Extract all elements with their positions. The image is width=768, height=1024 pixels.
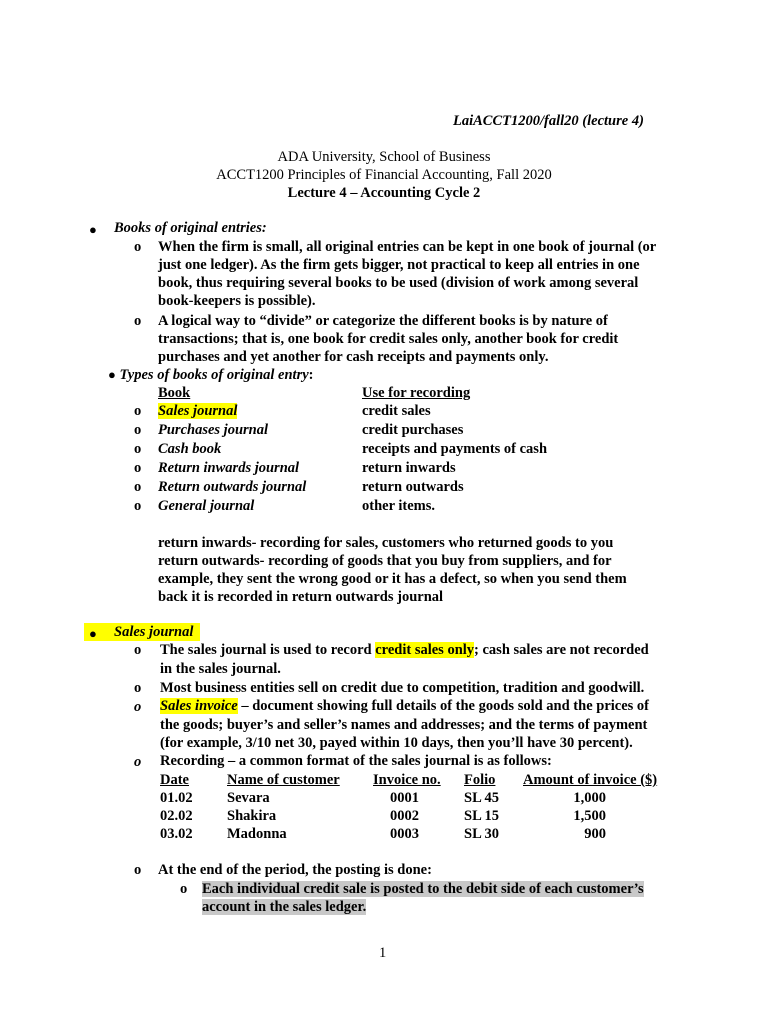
- book-row-name: Sales journal: [158, 403, 238, 419]
- title-line-2: ACCT1200 Principles of Financial Accounting, Fall 2020: [216, 167, 552, 183]
- circle-bullet-icon: o: [134, 422, 142, 438]
- circle-bullet-icon: o: [134, 479, 142, 495]
- table-cell-date: 03.02: [160, 826, 193, 842]
- table-cell-folio: SL 15: [464, 808, 500, 824]
- books-point-1: book-keepers is possible).: [158, 293, 316, 309]
- table-cell-amount: 1,000: [573, 790, 606, 806]
- books-point-2: purchases and yet another for cash receipts and payments only.: [158, 349, 549, 365]
- table-header-amount: Amount of invoice ($): [523, 772, 658, 788]
- table-header-invoice: Invoice no.: [373, 772, 441, 788]
- circle-bullet-icon: o: [134, 403, 142, 419]
- sales-point-4: Recording – a common format of the sales journal is as follows:: [160, 753, 552, 769]
- book-row-use: credit sales: [362, 403, 431, 419]
- returns-note-line: back it is recorded in return outwards journal: [158, 589, 444, 605]
- table-cell-amount: 1,500: [573, 808, 606, 824]
- table-cell-invoice: 0003: [390, 826, 419, 842]
- bullet-icon: ●: [89, 222, 97, 237]
- returns-note-line: return outwards- recording of goods that you buy from suppliers, and for: [158, 553, 612, 569]
- table-cell-folio: SL 45: [464, 790, 500, 806]
- header-reference: LaiACCT1200/fall20 (lecture 4): [453, 113, 644, 129]
- book-row-use: credit purchases: [362, 422, 464, 438]
- table-cell-invoice: 0001: [390, 790, 419, 806]
- circle-bullet-icon: o: [134, 754, 142, 770]
- title-line-3: Lecture 4 – Accounting Cycle 2: [287, 185, 481, 201]
- circle-bullet-icon: o: [134, 313, 142, 329]
- circle-bullet-icon: o: [134, 699, 142, 715]
- table-cell-customer: Shakira: [227, 808, 277, 824]
- circle-bullet-icon: o: [134, 441, 142, 457]
- table-cell-customer: Sevara: [227, 790, 270, 806]
- sales-point-1: The sales journal is used to record credit sales only; cash sales are not recorded: [160, 642, 649, 658]
- book-row-name: General journal: [158, 498, 255, 514]
- circle-bullet-icon: o: [180, 881, 188, 897]
- col-use-header: Use for recording: [362, 385, 471, 401]
- sales-point-3-line2: the goods; buyer’s and seller’s names and addresses; and the terms of payment: [160, 717, 648, 733]
- table-cell-folio: SL 30: [464, 826, 500, 842]
- table-cell-amount: 900: [584, 826, 606, 842]
- sales-point-3: Sales invoice – document showing full details of the goods sold and the prices of: [160, 698, 650, 714]
- table-header-customer: Name of customer: [227, 772, 340, 788]
- circle-bullet-icon: o: [134, 460, 142, 476]
- types-heading-colon: :: [308, 367, 314, 383]
- table-cell-invoice: 0002: [390, 808, 419, 824]
- books-point-1: When the firm is small, all original entries can be kept in one book of journal (or: [158, 239, 657, 255]
- circle-bullet-icon: o: [134, 862, 142, 878]
- book-row-name: Return outwards journal: [158, 479, 307, 495]
- posting-sub-line-2: account in the sales ledger.: [202, 899, 367, 915]
- sales-point-1-line2: in the sales journal.: [160, 661, 281, 677]
- returns-note-line: example, they sent the wrong good or it has a defect, so when you send them: [158, 571, 627, 587]
- sales-heading: Sales journal: [114, 624, 194, 640]
- types-heading-text: Types of books of original entry: [119, 367, 309, 383]
- posting-text: At the end of the period, the posting is done:: [158, 862, 432, 878]
- table-cell-customer: Madonna: [227, 826, 287, 842]
- circle-bullet-icon: o: [134, 680, 142, 696]
- circle-bullet-icon: o: [134, 239, 142, 255]
- circle-bullet-icon: o: [134, 642, 142, 658]
- sales-point-3-line3: (for example, 3/10 net 30, payed within 10 days, then you’ll have 30 percent).: [160, 735, 633, 751]
- types-heading: [108, 366, 314, 384]
- title-line-1: ADA University, School of Business: [277, 149, 491, 165]
- book-row-use: return outwards: [362, 479, 464, 495]
- book-row-name: Purchases journal: [158, 422, 268, 438]
- book-row-use: return inwards: [362, 460, 456, 476]
- book-row-use: other items.: [362, 498, 436, 514]
- book-row-name: Return inwards journal: [158, 460, 300, 476]
- table-cell-date: 01.02: [160, 790, 193, 806]
- table-cell-date: 02.02: [160, 808, 193, 824]
- sales-point-2: Most business entities sell on credit due to competition, tradition and goodwill.: [160, 680, 645, 696]
- returns-note-line: return inwards- recording for sales, customers who returned goods to you: [158, 535, 614, 551]
- table-header-folio: Folio: [464, 772, 496, 788]
- books-point-2: A logical way to “divide” or categorize the different books is by nature of: [158, 313, 608, 329]
- bullet-icon: ●: [108, 367, 116, 382]
- books-point-1: just one ledger). As the firm gets bigger, not practical to keep all entries in one: [158, 257, 640, 273]
- books-heading: Books of original entries:: [114, 220, 267, 236]
- col-book-header: Book: [158, 385, 191, 401]
- table-header-date: Date: [160, 772, 189, 788]
- books-point-1: book, thus requiring several books to be used (division of work among several: [158, 275, 639, 291]
- page-number: 1: [379, 945, 387, 961]
- books-point-2: transactions; that is, one book for credit sales only, another book for credit: [158, 331, 619, 347]
- book-row-name: Cash book: [158, 441, 222, 457]
- bullet-icon: ●: [89, 626, 97, 641]
- posting-sub-line-1: Each individual credit sale is posted to the debit side of each customer’s: [202, 881, 644, 897]
- circle-bullet-icon: o: [134, 498, 142, 514]
- book-row-use: receipts and payments of cash: [362, 441, 548, 457]
